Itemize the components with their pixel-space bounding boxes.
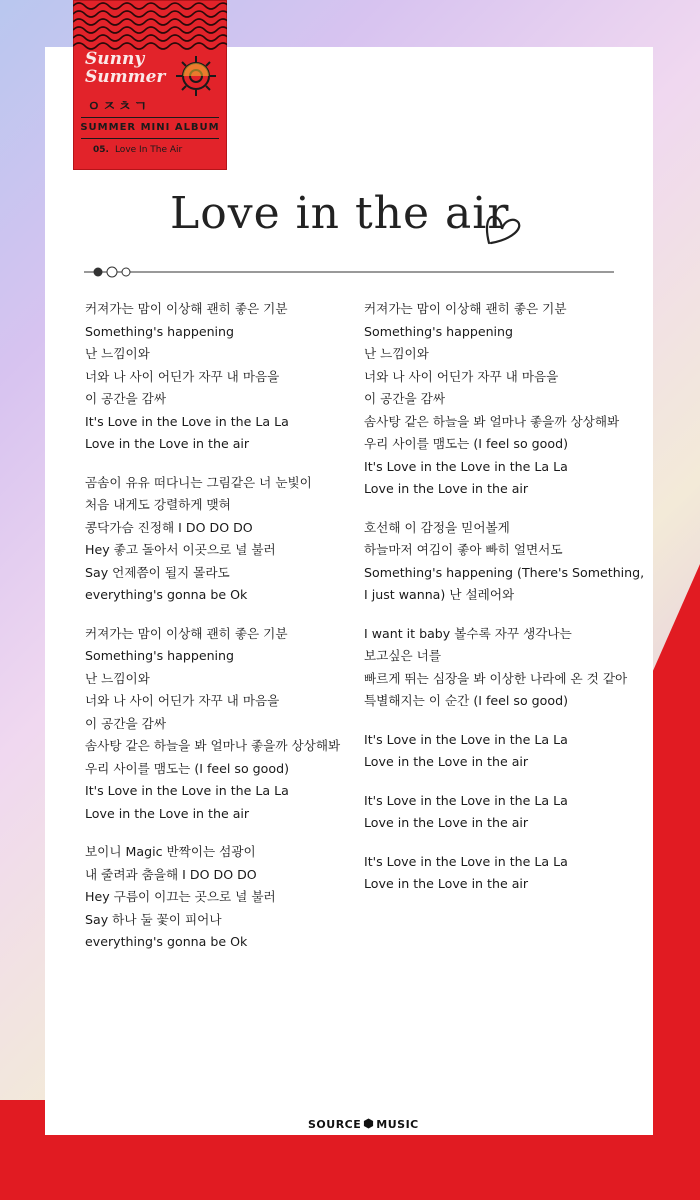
lyrics-stanza [364, 790, 654, 835]
lyric-line: 하늘마저 여김이 좋아 빠히 얼면서도 [364, 542, 563, 557]
lyrics-column-left [85, 298, 355, 970]
badge-title-line2: Summer [85, 67, 166, 87]
lyric-line: 솜사탕 같은 하늘을 봐 얼마나 좋을까 상상해봐 [364, 413, 620, 429]
badge-rule-bottom [81, 138, 219, 139]
lyrics-column-right [364, 298, 654, 912]
lyric-line: Hey 구름이 이끄는 곳으로 널 불러 [85, 889, 276, 904]
lyric-line: It's Love in the Love in the La La [85, 413, 289, 429]
lyric-line: Something's happening [364, 323, 514, 339]
lyric-line: 솜사탕 같은 하늘을 봐 얼마나 좋을까 상상해봐 [85, 738, 341, 753]
lyric-line: It's Love in the Love in the La La [364, 731, 568, 747]
lyric-line: 너와 나 사이 어딘가 자꾸 내 마음을 [85, 368, 280, 384]
lyric-line: 너와 나 사이 어딘가 자꾸 내 마음을 [364, 368, 559, 384]
lyrics-stanza [364, 851, 654, 896]
lyric-line: 난 느낌이와 [364, 346, 429, 361]
lyric-line: 커져가는 맘이 이상해 괜히 좋은 기분 [85, 301, 288, 316]
track-title: Love In The Air [114, 145, 183, 155]
lyric-line: Love in the Love in the air [85, 436, 250, 451]
lyric-line: 이 공간을 감싸 [364, 391, 445, 406]
lyric-line: Something's happening (There's Something, [364, 564, 645, 580]
lyrics-stanza [364, 729, 654, 774]
lyric-line: 빠르게 뛰는 심장을 봐 이상한 나라에 온 것 같아 [364, 670, 628, 686]
lyric-line: Love in the Love in the air [85, 805, 250, 821]
lyric-line: 특별해지는 이 순간 (I feel so good) [364, 693, 568, 708]
sun-icon [174, 54, 218, 98]
lyrics-stanza [85, 623, 355, 826]
lyric-line: 곰솜이 유유 떠다니는 그림같은 너 눈빛이 [85, 474, 312, 490]
lyrics-stanza [364, 298, 654, 501]
lyric-line: Say 하나 둘 꽃이 피어나 [85, 911, 222, 927]
lyric-line: Love in the Love in the air [364, 754, 529, 769]
lyrics-stanza [85, 298, 355, 456]
lyric-line: 너와 나 사이 어딘가 자꾸 내 마음을 [85, 693, 280, 708]
lyric-line: 난 느낌이와 [85, 670, 150, 686]
lyric-line: Love in the Love in the air [364, 481, 529, 496]
lyric-line: 호선해 이 감정을 믿어볼게 [364, 519, 510, 535]
lyrics-stanza [364, 517, 654, 607]
lyric-line: Say 언제쯤이 될지 몰라도 [85, 564, 230, 580]
lyric-line: 처음 내게도 강렬하게 맺혀 [85, 497, 231, 512]
lyric-line: Love in the Love in the air [364, 876, 529, 891]
album-badge [73, 0, 227, 170]
badge-rule-top [81, 117, 219, 118]
label-logo-part-a: SOURCE [308, 1118, 362, 1131]
track-label [93, 145, 182, 155]
lyric-line: I want it baby 볼수록 자꾸 생각나는 [364, 625, 572, 641]
track-number: 05. [93, 145, 109, 155]
lyric-line: everything's gonna be Ok [85, 587, 248, 602]
lyric-line: 콩닥가슴 진정해 I DO DO DO [85, 519, 253, 535]
lyric-line: It's Love in the Love in the La La [364, 853, 568, 869]
lyric-line: 보고싶은 너를 [364, 648, 441, 663]
lyric-line: I just wanna) 난 설레어와 [364, 587, 515, 602]
lyric-line: 커져가는 맘이 이상해 괜히 좋은 기분 [85, 625, 288, 641]
lyrics-stanza [85, 841, 355, 954]
lyric-line: Love in the Love in the air [364, 815, 529, 830]
decorative-divider [84, 262, 614, 282]
lyric-line: Something's happening [85, 323, 235, 339]
lyric-line: Hey 좋고 돌아서 이곳으로 널 불러 [85, 542, 276, 557]
wave-pattern-icon [73, 0, 227, 52]
lyric-line: 난 느낌이와 [85, 346, 150, 361]
hexagon-icon [363, 1118, 374, 1129]
lyric-line: 보이니 Magic 반짝이는 섬광이 [85, 844, 256, 859]
lyric-line: It's Love in the Love in the La La [85, 783, 289, 798]
lyric-line: It's Love in the Love in the La La [364, 458, 568, 474]
lyric-line: 이 공간을 감싸 [85, 391, 166, 406]
lyrics-stanza [85, 472, 355, 607]
lyric-line: 커져가는 맘이 이상해 괜히 좋은 기분 [364, 301, 567, 316]
lyrics-stanza [364, 623, 654, 713]
lyric-line: everything's gonna be Ok [85, 934, 248, 949]
album-label: SUMMER MINI ALBUM [80, 122, 220, 133]
lyric-line: It's Love in the Love in the La La [364, 792, 568, 808]
group-logo: ㅇㅈㅊㄱ [87, 99, 150, 115]
lyric-line: 이 공간을 감싸 [85, 715, 166, 731]
song-title: Love in the air [170, 188, 510, 239]
label-logo-part-b: MUSIC [376, 1118, 419, 1131]
lyric-line: 우리 사이를 맴도는 (I feel so good) [85, 760, 289, 776]
label-logo [308, 1118, 419, 1131]
lyric-line: Something's happening [85, 648, 235, 663]
heart-icon [483, 209, 523, 249]
lyric-line: 우리 사이를 맴도는 (I feel so good) [364, 436, 568, 451]
lyric-line: 내 줄려과 춤을해 I DO DO DO [85, 866, 257, 882]
badge-title-line1: Sunny [85, 49, 145, 69]
